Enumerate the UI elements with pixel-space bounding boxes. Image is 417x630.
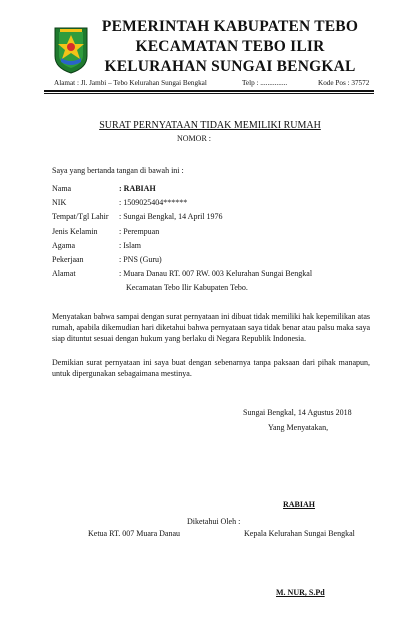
alamat-text: Alamat : Jl. Jambi – Tebo Kelurahan Sungai Bengkal	[54, 79, 207, 87]
signer-name: RABIAH	[283, 500, 316, 509]
field-label-nama: Nama	[52, 184, 72, 193]
field-label-alamat: Alamat	[52, 269, 76, 278]
nomor-label: NOMOR :	[177, 134, 212, 143]
intro-text: Saya yang bertanda tangan di bawah ini :	[52, 166, 184, 175]
field-value-nik: : 1509025404******	[119, 198, 188, 207]
field-value-pekerjaan: : PNS (Guru)	[119, 255, 162, 264]
field-value-alamat: : Muara Danau RT. 007 RW. 003 Kelurahan Sungai Bengkal	[119, 269, 313, 278]
yang-menyatakan-label: Yang Menyatakan,	[268, 423, 329, 432]
letterhead-rule-thick	[44, 90, 374, 92]
closing-paragraph: Demikian surat pernyataan ini saya buat dengan sebenarnya tanpa paksaan dari pihak manapun, untuk dipergunakan sebagaimana mestinya.	[52, 358, 370, 378]
field-value-jenis-kelamin: : Perempuan	[119, 227, 160, 236]
field-value-agama: : Islam	[119, 241, 141, 250]
kop-line-3: KELURAHAN SUNGAI BENGKAL	[104, 58, 356, 75]
field-label-nik: NIK	[52, 198, 67, 207]
field-value-alamat-line2: Kecamatan Tebo Ilir Kabupaten Tebo.	[126, 283, 248, 292]
letterhead-rule-thin	[44, 93, 374, 94]
kop-line-1: PEMERINTAH KABUPATEN TEBO	[101, 18, 359, 35]
statement-paragraph: Menyatakan bahwa sampai dengan surat pernyataan ini dibuat tidak memiliki hak kepemilikan atas rumah, apabila dikemudian hari diketahui bahwa pernyataan saya tidak benar atau palsu maka saya siap dituntut sesuai dengan hukum yang berlaku di Negara Republik Indonesia.	[52, 312, 370, 343]
kode-pos-text: Kode Pos : 37572	[318, 79, 370, 87]
telp-text: Telp : ...............	[242, 79, 288, 87]
kop-line-2: KECAMATAN TEBO ILIR	[135, 38, 325, 55]
place-date: Sungai Bengkal, 14 Agustus 2018	[243, 408, 352, 417]
kepala-kelurahan-name: M. NUR, S.Pd	[276, 588, 325, 597]
regency-crest-icon	[53, 26, 89, 74]
field-label-agama: Agama	[52, 241, 76, 250]
diketahui-label: Diketahui Oleh :	[187, 517, 241, 526]
kepala-kelurahan-label: Kepala Kelurahan Sungai Bengkal	[244, 529, 355, 538]
field-value-nama: : RABIAH	[119, 184, 156, 193]
field-label-jenis-kelamin: Jenis Kelamin	[52, 227, 98, 236]
field-label-ttl: Tempat/Tgl Lahir	[52, 212, 109, 221]
ketua-rt-label: Ketua RT. 007 Muara Danau	[88, 529, 181, 538]
field-label-pekerjaan: Pekerjaan	[52, 255, 84, 264]
document-title: SURAT PERNYATAAN TIDAK MEMILIKI RUMAH	[99, 120, 321, 131]
field-value-ttl: : Sungai Bengkal, 14 April 1976	[119, 212, 223, 221]
